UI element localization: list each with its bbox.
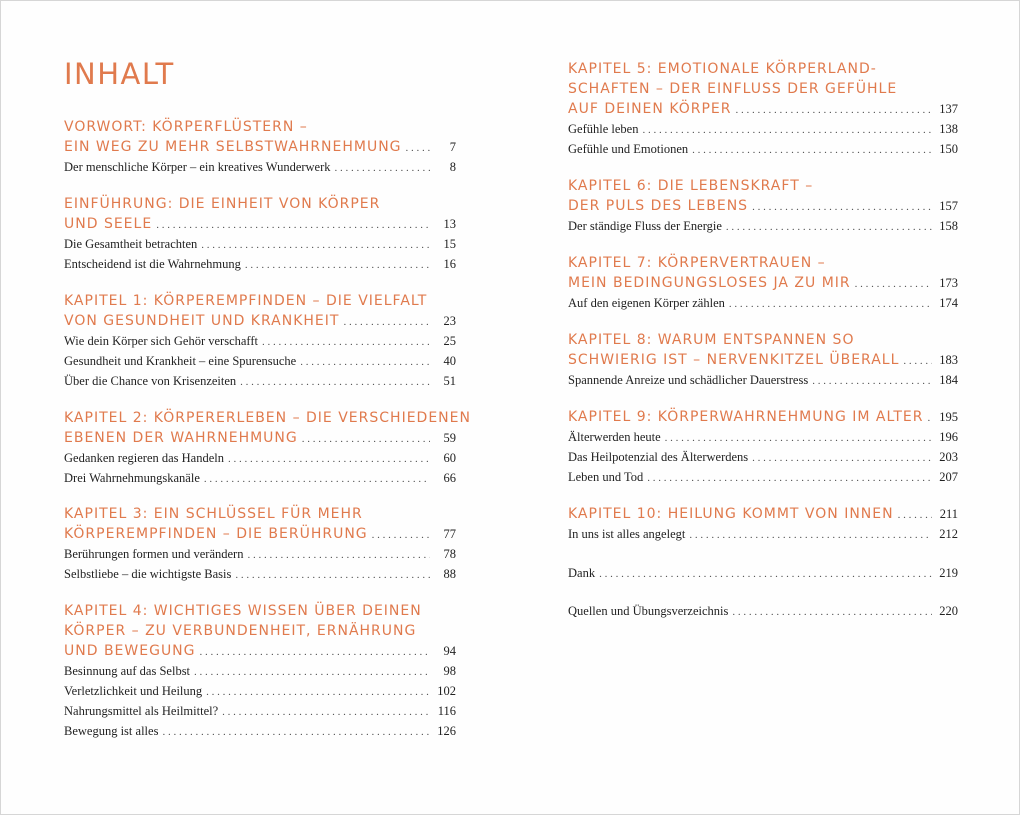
page-number: 158 [939, 219, 958, 233]
chapter-entry[interactable] [64, 428, 456, 448]
chapter-entry[interactable] [568, 273, 958, 293]
page-number: 157 [939, 199, 958, 213]
toc-entry[interactable] [64, 468, 456, 488]
dot-leader [692, 140, 932, 160]
dot-leader [194, 662, 430, 682]
toc-entry[interactable] [64, 721, 456, 741]
chapter-entry[interactable] [568, 99, 958, 119]
chapter-heading-line: KAPITEL 2: KÖRPERERLEBEN – DIE VERSCHIEDENEN [64, 410, 471, 426]
toc-section [64, 117, 456, 177]
entry-title: Drei Wahrnehmungskanäle [64, 471, 200, 485]
dot-leader [732, 602, 932, 622]
toc-entry[interactable] [64, 351, 456, 371]
page-number: 219 [939, 566, 958, 580]
chapter-title: EIN WEG ZU MEHR SELBSTWAHRNEHMUNG [64, 139, 402, 155]
entry-title: Über die Chance von Krisenzeiten [64, 374, 237, 388]
entry-title: In uns ist alles angelegt [568, 527, 686, 541]
dot-leader [302, 429, 430, 449]
toc-entry[interactable] [64, 234, 456, 254]
page-number: 173 [939, 276, 958, 290]
chapter-entry[interactable] [64, 524, 456, 544]
page-number: 174 [939, 296, 958, 310]
dot-leader [898, 505, 932, 525]
toc-entry[interactable] [568, 216, 958, 236]
entry-title: Wie dein Körper sich Gehör verschafft [64, 334, 258, 348]
toc-section [568, 176, 958, 236]
page-number: 88 [443, 567, 456, 581]
page-number: 211 [939, 507, 958, 521]
dot-leader [201, 235, 430, 255]
entry-title: Nahrungsmittel als Heilmittel? [64, 704, 219, 718]
page-number: 15 [443, 237, 456, 251]
page-number: 126 [437, 724, 456, 738]
chapter-entry[interactable] [568, 350, 958, 370]
page-number: 195 [939, 410, 958, 424]
entry-title: Der menschliche Körper – ein kreatives Wunderwerk [64, 160, 331, 174]
toc-entry[interactable] [568, 293, 958, 313]
toc-section [64, 601, 456, 741]
toc-section [568, 601, 958, 621]
dot-leader [300, 352, 430, 372]
chapter-entry[interactable] [64, 137, 456, 157]
page-number: 184 [939, 373, 958, 387]
dot-leader [665, 428, 932, 448]
page-number: 220 [939, 604, 958, 618]
chapter-heading-line: SCHAFTEN – DER EINFLUSS DER GEFÜHLE [568, 81, 898, 97]
toc-section [568, 563, 958, 583]
dot-leader [599, 564, 932, 584]
dot-leader [204, 469, 430, 489]
chapter-heading-line: KAPITEL 1: KÖRPEREMPFINDEN – DIE VIELFALT [64, 293, 428, 309]
page-number: 60 [443, 451, 456, 465]
page-number: 212 [939, 527, 958, 541]
page-number: 8 [449, 160, 456, 174]
toc-section [64, 194, 456, 274]
entry-title: Spannende Anreize und schädlicher Dauerstress [568, 373, 809, 387]
entry-title: Gedanken regieren das Handeln [64, 451, 224, 465]
toc-section [568, 330, 958, 390]
page-number: 40 [443, 354, 456, 368]
entry-title: Die Gesamtheit betrachten [64, 237, 198, 251]
entry-title: Leben und Tod [568, 470, 644, 484]
chapter-heading-line: KAPITEL 4: WICHTIGES WISSEN ÜBER DEINEN [64, 603, 422, 619]
page-number: 59 [443, 431, 456, 445]
entry-title: Älterwerden heute [568, 430, 661, 444]
chapter-heading-line: KAPITEL 3: EIN SCHLÜSSEL FÜR MEHR [64, 506, 363, 522]
toc-entry[interactable] [568, 370, 958, 390]
page-number: 78 [443, 547, 456, 561]
page-number: 77 [443, 527, 456, 541]
toc-section [64, 504, 456, 584]
chapter-entry[interactable] [64, 214, 456, 234]
toc-section [568, 504, 958, 544]
dot-leader [222, 702, 430, 722]
chapter-heading-line: KÖRPER – ZU VERBUNDENHEIT, ERNÄHRUNG [64, 623, 417, 639]
dot-leader [642, 120, 932, 140]
dot-leader [335, 158, 430, 178]
toc-entry[interactable] [64, 331, 456, 351]
page-number: 66 [443, 471, 456, 485]
dot-leader [262, 332, 430, 352]
chapter-entry[interactable] [64, 641, 456, 661]
entry-title: Selbstliebe – die wichtigste Basis [64, 567, 232, 581]
entry-title: Auf den eigenen Körper zählen [568, 296, 725, 310]
page-number: 25 [443, 334, 456, 348]
page-title: INHALT [64, 57, 175, 91]
toc-entry[interactable] [64, 157, 456, 177]
page-number: 13 [443, 217, 456, 231]
dot-leader [812, 371, 932, 391]
dot-leader [247, 545, 430, 565]
dot-leader [156, 215, 430, 235]
chapter-entry[interactable] [568, 196, 958, 216]
page-number: 116 [437, 704, 456, 718]
toc-entry[interactable] [568, 563, 958, 583]
chapter-title: MEIN BEDINGUNGSLOSES JA ZU MIR [568, 275, 851, 291]
dot-leader [729, 294, 932, 314]
toc-entry[interactable] [64, 544, 456, 564]
dot-leader [228, 449, 430, 469]
page-number: 138 [939, 122, 958, 136]
toc-entry[interactable] [568, 524, 958, 544]
entry-title: Der ständige Fluss der Energie [568, 219, 722, 233]
chapter-title: UND BEWEGUNG [64, 643, 196, 659]
toc-entry[interactable] [568, 139, 958, 159]
chapter-heading-line: EINFÜHRUNG: DIE EINHEIT VON KÖRPER [64, 196, 381, 212]
toc-entry[interactable] [64, 254, 456, 274]
toc-section [568, 407, 958, 487]
entry-title: Berührungen formen und verändern [64, 547, 244, 561]
dot-leader [647, 468, 932, 488]
dot-leader [372, 525, 430, 545]
entry-title: Gesundheit und Krankheit – eine Spurensuche [64, 354, 297, 368]
toc-entry[interactable] [568, 427, 958, 447]
toc-entry[interactable] [64, 564, 456, 584]
toc-entry[interactable] [64, 448, 456, 468]
chapter-title: KAPITEL 10: HEILUNG KOMMT VON INNEN [568, 506, 894, 522]
entry-title: Quellen und Übungsverzeichnis [568, 604, 729, 618]
toc-section [64, 408, 471, 488]
toc-entry[interactable] [64, 661, 456, 681]
page-number: 207 [939, 470, 958, 484]
chapter-title: VON GESUNDHEIT UND KRANKHEIT [64, 313, 340, 329]
chapter-title: EBENEN DER WAHRNEHMUNG [64, 430, 298, 446]
page-number: 94 [443, 644, 456, 658]
toc-entry[interactable] [64, 681, 456, 701]
dot-leader [406, 138, 430, 158]
toc-section [64, 291, 456, 391]
page-number: 16 [443, 257, 456, 271]
dot-leader [726, 217, 932, 237]
entry-title: Besinnung auf das Selbst [64, 664, 191, 678]
dot-leader [736, 100, 932, 120]
chapter-title: KÖRPEREMPFINDEN – DIE BERÜHRUNG [64, 526, 368, 542]
chapter-heading-line: KAPITEL 6: DIE LEBENSKRAFT – [568, 178, 814, 194]
page-number: 183 [939, 353, 958, 367]
page-number: 196 [939, 430, 958, 444]
entry-title: Bewegung ist alles [64, 724, 159, 738]
dot-leader [928, 408, 933, 428]
toc-section [568, 253, 958, 313]
chapter-entry[interactable] [568, 504, 958, 524]
page-number: 150 [939, 142, 958, 156]
dot-leader [206, 682, 430, 702]
page-number: 203 [939, 450, 958, 464]
dot-leader [752, 197, 932, 217]
toc-section [568, 59, 958, 159]
dot-leader [752, 448, 932, 468]
toc-entry[interactable] [568, 601, 958, 621]
page-number: 98 [443, 664, 456, 678]
page-number: 23 [443, 314, 456, 328]
chapter-title: KAPITEL 9: KÖRPERWAHRNEHMUNG IM ALTER [568, 409, 924, 425]
dot-leader [245, 255, 430, 275]
dot-leader [689, 525, 932, 545]
chapter-entry[interactable] [64, 311, 456, 331]
toc-entry[interactable] [568, 447, 958, 467]
toc-entry[interactable] [64, 371, 456, 391]
entry-title: Gefühle leben [568, 122, 639, 136]
chapter-heading-line: KAPITEL 8: WARUM ENTSPANNEN SO [568, 332, 855, 348]
chapter-title: DER PULS DES LEBENS [568, 198, 749, 214]
chapter-title: SCHWIERIG IST – NERVENKITZEL ÜBERALL [568, 352, 900, 368]
chapter-heading-line: KAPITEL 7: KÖRPERVERTRAUEN – [568, 255, 826, 271]
chapter-heading-line: VORWORT: KÖRPERFLÜSTERN – [64, 119, 308, 135]
chapter-entry[interactable] [568, 407, 958, 427]
chapter-title: UND SEELE [64, 216, 153, 232]
entry-title: Dank [568, 566, 596, 580]
page-number: 102 [437, 684, 456, 698]
page-number: 51 [443, 374, 456, 388]
toc-entry[interactable] [568, 467, 958, 487]
entry-title: Entscheidend ist die Wahrnehmung [64, 257, 241, 271]
entry-title: Gefühle und Emotionen [568, 142, 689, 156]
toc-entry[interactable] [568, 119, 958, 139]
dot-leader [903, 351, 932, 371]
dot-leader [235, 565, 430, 585]
dot-leader [162, 722, 430, 742]
page-number: 137 [939, 102, 958, 116]
dot-leader [240, 372, 430, 392]
dot-leader [200, 642, 430, 662]
dot-leader [855, 274, 932, 294]
dot-leader [343, 312, 430, 332]
entry-title: Das Heilpotenzial des Älterwerdens [568, 450, 749, 464]
chapter-title: AUF DEINEN KÖRPER [568, 101, 732, 117]
toc-entry[interactable] [64, 701, 456, 721]
chapter-heading-line: KAPITEL 5: EMOTIONALE KÖRPERLAND- [568, 61, 877, 77]
page-number: 7 [449, 140, 456, 154]
entry-title: Verletzlichkeit und Heilung [64, 684, 203, 698]
